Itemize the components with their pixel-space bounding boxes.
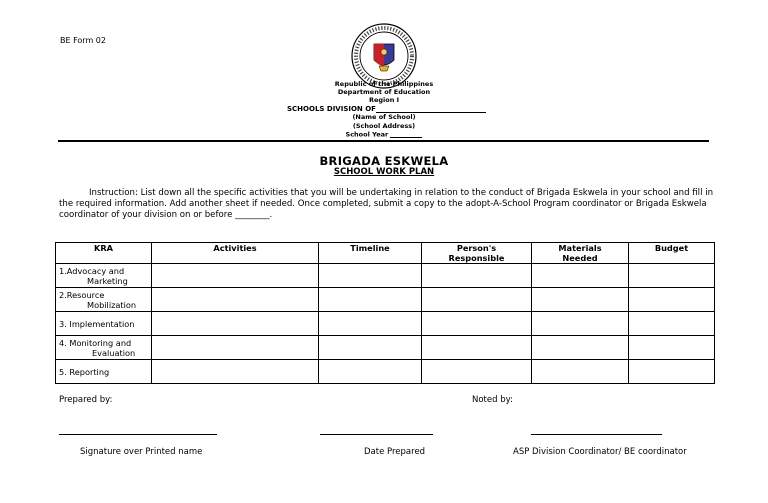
- timeline-cell[interactable]: [319, 312, 422, 336]
- work-plan-table: [55, 242, 715, 384]
- kra-line2: Mobilization: [87, 299, 137, 310]
- date-line: [320, 434, 433, 435]
- header-department: Department of Education: [337, 88, 431, 96]
- kra-cell: [56, 336, 152, 360]
- table-row: [56, 312, 715, 336]
- budget-cell[interactable]: [629, 264, 715, 288]
- activities-cell[interactable]: [152, 288, 319, 312]
- timeline-cell[interactable]: [319, 288, 422, 312]
- signature-line: [59, 434, 217, 435]
- table-header-row: [56, 243, 715, 264]
- activities-cell[interactable]: [152, 336, 319, 360]
- document-subtitle: [0, 167, 768, 177]
- col-materials-needed: [532, 243, 629, 264]
- activities-cell[interactable]: [152, 360, 319, 384]
- materials-cell[interactable]: [532, 336, 629, 360]
- persons-cell[interactable]: [422, 336, 532, 360]
- subtitle-text: SCHOOL WORK PLAN: [333, 167, 435, 177]
- col-timeline: Timeline: [319, 243, 422, 264]
- division-blank: [376, 105, 486, 113]
- materials-cell[interactable]: [532, 360, 629, 384]
- kra-line1: 1.Advocacy and: [59, 265, 125, 276]
- materials-cell[interactable]: [532, 312, 629, 336]
- date-prepared-label: Date Prepared: [364, 447, 426, 457]
- budget-cell[interactable]: [629, 360, 715, 384]
- budget-cell[interactable]: [629, 288, 715, 312]
- persons-cell[interactable]: [422, 264, 532, 288]
- timeline-cell[interactable]: [319, 336, 422, 360]
- kra-line1: 3. Implementation: [59, 318, 135, 329]
- header-school-address: (School Address): [352, 122, 416, 130]
- division-label: SCHOOLS DIVISION OF: [287, 105, 376, 113]
- materials-cell[interactable]: [532, 264, 629, 288]
- signature-label: Signature over Printed name: [80, 447, 203, 457]
- kra-line1: 4. Monitoring and: [59, 337, 132, 348]
- kra-line2: Evaluation: [92, 347, 136, 358]
- persons-cell[interactable]: [422, 360, 532, 384]
- header-republic: Republic of the Philippines: [334, 80, 434, 88]
- school-year-blank: [390, 131, 422, 138]
- persons-cell[interactable]: [422, 288, 532, 312]
- col-activities: Activities: [152, 243, 319, 264]
- table-row: [56, 288, 715, 312]
- header-school-year: [0, 131, 768, 138]
- timeline-cell[interactable]: [319, 360, 422, 384]
- noted-by-label: Noted by:: [472, 395, 513, 405]
- col-persons-line1: Person's: [456, 243, 497, 253]
- timeline-cell[interactable]: [319, 264, 422, 288]
- materials-cell[interactable]: [532, 288, 629, 312]
- coordinator-label: ASP Division Coordinator/ BE coordinator: [513, 447, 687, 457]
- coordinator-line: [531, 434, 662, 435]
- header-divider: [58, 140, 709, 142]
- col-materials-line2: Needed: [562, 253, 598, 263]
- col-kra: KRA: [56, 243, 152, 264]
- col-budget: Budget: [629, 243, 715, 264]
- activities-cell[interactable]: [152, 264, 319, 288]
- budget-cell[interactable]: [629, 336, 715, 360]
- kra-line1: 2.Resource: [59, 289, 105, 300]
- kra-cell: [56, 288, 152, 312]
- table-row: [56, 336, 715, 360]
- col-persons-responsible: [422, 243, 532, 264]
- persons-cell[interactable]: [422, 312, 532, 336]
- kra-line1: 5. Reporting: [59, 366, 110, 377]
- kra-cell: [56, 312, 152, 336]
- table-row: [56, 360, 715, 384]
- table-row: [56, 264, 715, 288]
- instruction-text: Instruction: List down all the specific activities that you will be undertaking in relation to the conduct of Brigada Eskwela in your school and fill in the required information. Add another sheet if needed. Once completed, submit a copy to the adopt-A-School Program coordinator or Brigada Eskwela coordinator of your division on or before ________.: [59, 188, 714, 220]
- kra-cell: [56, 264, 152, 288]
- col-materials-line1: Materials: [558, 243, 602, 253]
- form-number: BE Form 02: [60, 36, 106, 45]
- col-persons-line2: Responsible: [448, 253, 505, 263]
- budget-cell[interactable]: [629, 312, 715, 336]
- kra-line2: Marketing: [87, 275, 128, 286]
- kra-cell: [56, 360, 152, 384]
- prepared-by-label: Prepared by:: [59, 395, 113, 405]
- header-division: [287, 105, 486, 113]
- header-school-name: (Name of School): [352, 113, 416, 121]
- header-region: Region I: [368, 96, 400, 104]
- activities-cell[interactable]: [152, 312, 319, 336]
- document-title: BRIGADA ESKWELA: [319, 154, 449, 168]
- school-year-label: School Year: [345, 130, 389, 139]
